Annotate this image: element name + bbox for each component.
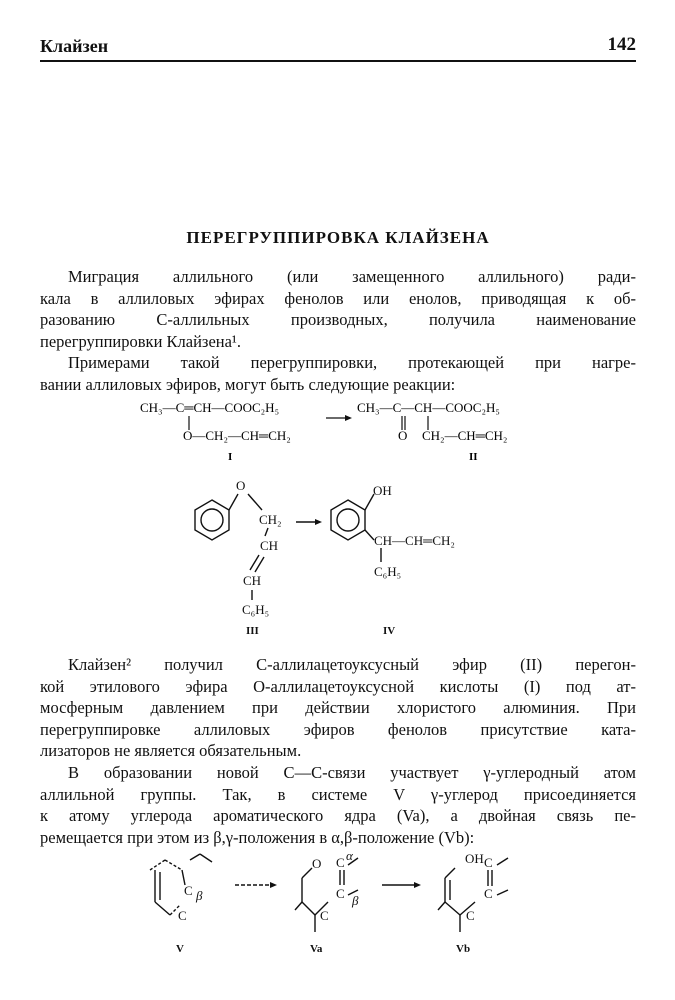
group-OH: OH: [373, 483, 392, 498]
group-C6H5: C₆H₅: [242, 602, 270, 617]
beta-symbol: β: [352, 893, 359, 908]
text-line: лизаторов не является обязательным.: [40, 741, 302, 760]
bond-line: [155, 902, 170, 915]
text-line: перегруппировки Клайзена¹.: [40, 331, 241, 351]
group-CH2: CH₂: [259, 512, 282, 527]
text-line: вании аллиловых эфиров, могут быть следующие реакции:: [40, 374, 456, 394]
label-III: III: [246, 625, 259, 637]
bond-line: [445, 902, 460, 915]
bond-line: [200, 854, 212, 862]
atom-C: C: [466, 908, 475, 923]
arrow-head: [270, 882, 277, 888]
text-line: перегруппировке аллиловых эфиров фенолов присутствие ката-: [40, 719, 636, 739]
atom-C: C: [336, 886, 345, 901]
atom-C: C: [484, 855, 493, 870]
bond-line: [295, 902, 302, 910]
text-line: мосферным давлением при действии хлористого алюминия. При: [40, 698, 636, 717]
scheme-1: [0, 390, 675, 470]
arrow-head: [315, 519, 322, 525]
atom-O: O: [236, 478, 246, 493]
text-line: разованию С-аллильных производных, получила наименование: [40, 310, 636, 329]
text-line: Примерами такой перегруппировки, протекающей при нагре-: [68, 353, 636, 372]
formula-I-bottom: O—CH₂—CH═CH₂: [183, 428, 291, 443]
bond-line: [265, 528, 268, 536]
text-line: кала в аллиловых эфирах фенолов или енолов, приводящая к об-: [40, 288, 636, 308]
atom-C: C: [320, 908, 329, 923]
alpha-symbol: α: [346, 848, 353, 863]
group-OH: OH: [465, 851, 484, 866]
formula-I-top: CH₃—C═CH—COOC₂H₅: [140, 400, 280, 415]
running-title: Клайзен: [40, 36, 109, 56]
bond-line: [497, 858, 508, 865]
bond-line: [438, 902, 445, 910]
section-title: ПЕРЕГРУППИРОВКА КЛАЙЗЕНА: [186, 228, 490, 247]
label-II: II: [469, 451, 478, 463]
arrow-head: [414, 882, 421, 888]
group-C6H5: C₆H₅: [374, 564, 402, 579]
text-line: кой этилового эфира О-аллилацетоуксусной кислоты (I) под ат-: [40, 676, 636, 696]
bond-line: [248, 494, 262, 510]
paragraph-1: [40, 266, 636, 352]
label-Va: Va: [310, 943, 323, 955]
scheme-2: [0, 470, 675, 640]
bond-line: [302, 902, 315, 915]
text-line: В образовании новой С—С-связи участвует γ-углеродный атом: [68, 763, 636, 782]
text-line: ремещается при этом из β,γ-положения в α,β-положение (Vb):: [40, 827, 475, 847]
text-line: аллильной группы. Так, в системе V γ-углерод присоединяется: [40, 784, 636, 804]
aromatic-circle: [201, 509, 223, 531]
formula-II-O: O: [398, 428, 408, 443]
bond-line: [445, 868, 455, 878]
benzene-ring-III: [195, 500, 229, 540]
header-rule: [40, 60, 636, 62]
bond-line: [165, 860, 182, 870]
beta-symbol: β: [196, 888, 203, 903]
group-CH: CH: [243, 573, 262, 588]
atom-C: C: [178, 908, 187, 923]
formula-II-top: CH₃—C—CH—COOC₂H₅: [357, 400, 500, 415]
label-IV: IV: [383, 625, 396, 637]
page-number: 142: [607, 34, 636, 55]
paragraph-4: [40, 762, 636, 848]
atom-O: O: [312, 856, 322, 871]
paragraph-3: [40, 654, 636, 762]
bond-line: [150, 860, 165, 870]
bond-line: [190, 854, 200, 860]
label-V: V: [176, 943, 184, 955]
atom-C: C: [184, 883, 193, 898]
label-I: I: [228, 451, 233, 463]
label-Vb: Vb: [456, 943, 471, 955]
text-line: к атому углерода ароматического ядра (Va), а двойная связь пе-: [40, 806, 636, 825]
atom-C: C: [484, 886, 493, 901]
bond-line: [497, 890, 508, 895]
group-CH: CH: [260, 538, 279, 553]
scheme-3: [0, 840, 675, 970]
atom-C: C: [336, 855, 345, 870]
bond-line: [365, 530, 374, 540]
bond-line: [302, 868, 312, 878]
benzene-ring-IV: [331, 500, 365, 540]
formula-II-bottom: CH₂—CH═CH₂: [422, 428, 508, 443]
group-chain: CH—CH═CH₂: [374, 533, 455, 548]
text-line: Клайзен² получил С-аллилацетоуксусный эфир (II) перегон-: [68, 655, 636, 674]
text-line: Миграция аллильного (или замещенного аллильного) ради-: [68, 267, 636, 286]
aromatic-circle: [337, 509, 359, 531]
bond-line: [229, 494, 238, 510]
paragraph-2: [40, 352, 636, 395]
arrow-head: [345, 415, 352, 421]
